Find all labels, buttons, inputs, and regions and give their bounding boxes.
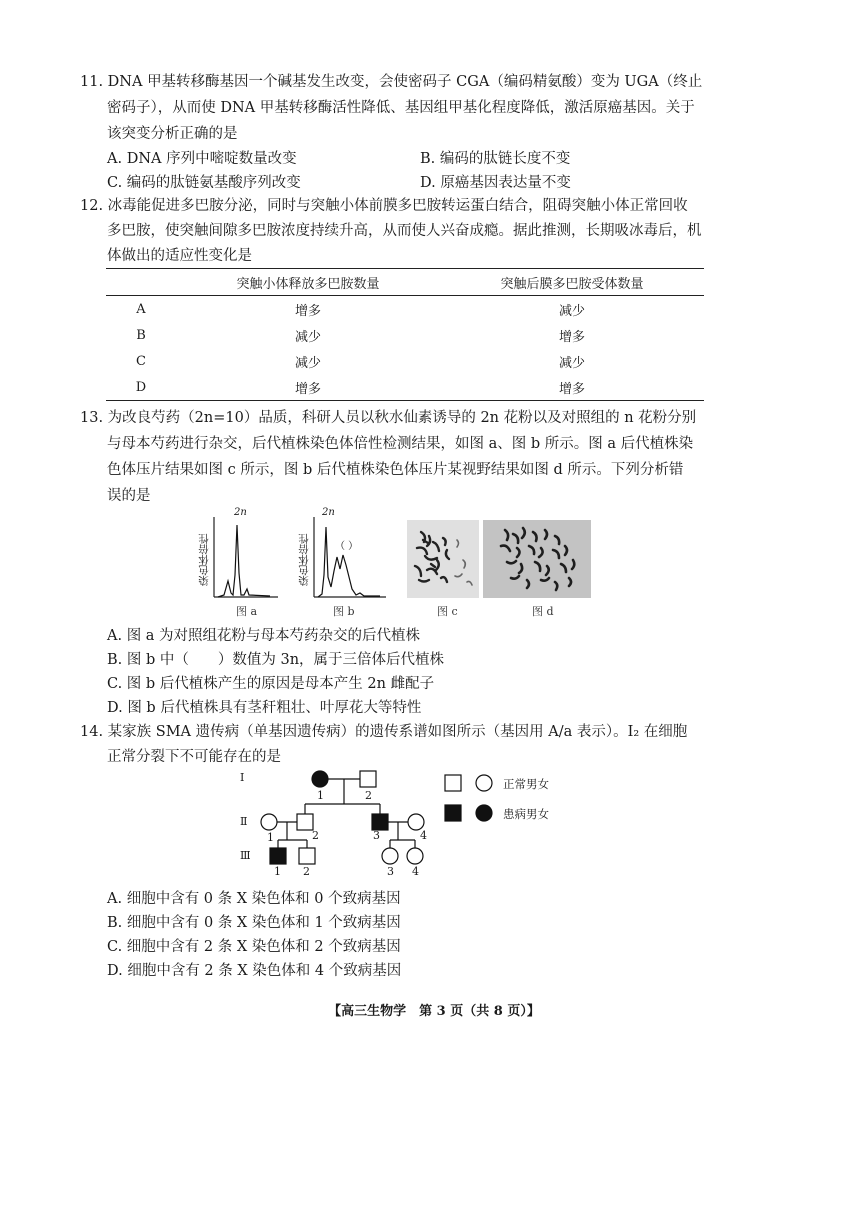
- q13-line-2: 与母本芍药进行杂交，后代植株染色体倍性检测结果，如图 a、图 b 所示。图 a 后代植株染: [107, 436, 694, 452]
- normal-female-symbol: [408, 814, 424, 830]
- normal-female-symbol: [382, 848, 398, 864]
- q11-option-c: C. 编码的肽链氨基酸序列改变: [107, 175, 301, 191]
- table-cell: 增多: [558, 381, 585, 397]
- normal-female-symbol: [261, 814, 277, 830]
- figure-d-caption: 图 d: [532, 605, 554, 618]
- q11-line-2: 密码子），从而使 DNA 甲基转移酶活性降低、基因组甲基化程度降低，激活原癌基因。关于: [107, 100, 695, 116]
- q13-option-c: C. 图 b 后代植株产生的原因是母本产生 2n 雌配子: [107, 676, 435, 692]
- q14-line-2: 正常分裂下不可能存在的是: [107, 749, 281, 765]
- affected-female-symbol: [476, 805, 492, 821]
- figure-a-caption: 图 a: [236, 605, 258, 618]
- legend-label-normal: 正常男女: [503, 777, 549, 791]
- individual-number: 2: [303, 865, 310, 878]
- generation-label: Ⅲ: [240, 849, 251, 862]
- q12-line-2: 多巴胺，使突触间隙多巴胺浓度持续升高，从而使人兴奋成瘾。据此推测，长期吸冰毒后，机: [107, 223, 702, 239]
- table-cell: A: [136, 301, 146, 317]
- table-cell: 增多: [558, 329, 585, 345]
- individual-number: 4: [420, 829, 427, 842]
- figure-a-peak-label: 2n: [234, 507, 247, 518]
- q12-line-1: 12. 冰毒能促进多巴胺分泌，同时与突触小体前膜多巴胺转运蛋白结合，阻碍突触小体正常回收: [80, 198, 688, 214]
- table-cell: 减少: [294, 355, 321, 371]
- normal-male-symbol: [445, 775, 461, 791]
- affected-male-symbol: [270, 848, 286, 864]
- q13-option-a: A. 图 a 为对照组花粉与母本芍药杂交的后代植株: [107, 628, 421, 644]
- q14-option-c: C. 细胞中含有 2 条 X 染色体和 2 个致病基因: [107, 939, 401, 955]
- q14-option-d: D. 细胞中含有 2 条 X 染色体和 4 个致病基因: [107, 963, 402, 979]
- figure-b-histogram: [310, 515, 390, 601]
- table-cell: B: [136, 327, 146, 343]
- q13-line-4: 误的是: [107, 488, 151, 504]
- table-cell: C: [136, 353, 146, 369]
- normal-male-symbol: [360, 771, 376, 787]
- figure-b-ylabel: 染色体倍性: [298, 533, 310, 586]
- figure-b-caption: 图 b: [333, 605, 355, 618]
- table-cell: 增多: [294, 381, 321, 397]
- normal-male-symbol: [299, 848, 315, 864]
- normal-female-symbol: [407, 848, 423, 864]
- legend-symbols: [442, 772, 498, 832]
- individual-number: 3: [373, 829, 380, 842]
- q11-option-b: B. 编码的肽链长度不变: [420, 151, 571, 167]
- table-header-cell: [106, 269, 176, 296]
- table-row: [106, 374, 704, 401]
- affected-male-symbol: [372, 814, 388, 830]
- q13-line-1: 13. 为改良芍药（2n=10）品质，科研人员以秋水仙素诱导的 2n 花粉以及对照组的 n 花粉分别: [80, 410, 697, 426]
- generation-label: Ⅱ: [240, 815, 248, 828]
- pedigree-diagram: [250, 766, 440, 872]
- q11-line-1: 11. DNA 甲基转移酶基因一个碱基发生改变，会使密码子 CGA（编码精氨酸）变为 UGA（终止: [80, 74, 703, 90]
- individual-number: 4: [412, 865, 419, 878]
- table-header-cell: 突触小体释放多巴胺数量: [236, 276, 380, 292]
- figure-b-peak-label: 2n: [322, 507, 335, 518]
- figure-a-histogram: [210, 515, 280, 601]
- q12-table: [106, 268, 704, 401]
- q12-line-3: 体做出的适应性变化是: [107, 248, 252, 264]
- q13-option-b: B. 图 b 中（ ）数值为 3n，属于三倍体后代植株: [107, 652, 445, 668]
- legend-label-affected: 患病男女: [503, 807, 549, 821]
- individual-number: 3: [387, 865, 394, 878]
- figure-c-micrograph: [407, 520, 479, 598]
- figure-a-ylabel: 染色体倍性: [198, 533, 210, 586]
- figure-d-micrograph: [483, 520, 591, 598]
- normal-male-symbol: [297, 814, 313, 830]
- figure-c-caption: 图 c: [437, 605, 458, 618]
- affected-male-symbol: [445, 805, 461, 821]
- q11-line-3: 该突变分析正确的是: [107, 126, 238, 142]
- table-cell: 减少: [558, 303, 585, 319]
- affected-female-symbol: [312, 771, 328, 787]
- q11-option-a: A. DNA 序列中嘧啶数量改变: [107, 151, 297, 167]
- q11-option-d: D. 原癌基因表达量不变: [420, 175, 571, 191]
- page-footer: 【高三生物学 第 3 页（共 8 页）】: [328, 1004, 540, 1019]
- table-header-cell: 突触后膜多巴胺受体数量: [500, 276, 644, 292]
- table-cell: 减少: [558, 355, 585, 371]
- table-row: [106, 296, 704, 323]
- q14-line-1: 14. 某家族 SMA 遗传病（单基因遗传病）的遗传系谱如图所示（基因用 A/a 表示）。Ⅰ₂ 在细胞: [80, 724, 688, 740]
- individual-number: 1: [317, 789, 324, 802]
- q13-option-d: D. 图 b 后代植株具有茎秆粗壮、叶厚花大等特性: [107, 700, 422, 716]
- table-cell: 增多: [294, 303, 321, 319]
- table-header-row: [106, 269, 704, 296]
- table-cell: D: [135, 379, 147, 395]
- table-cell: 减少: [294, 329, 321, 345]
- generation-label: Ⅰ: [240, 771, 245, 784]
- normal-female-symbol: [476, 775, 492, 791]
- table-row: [106, 322, 704, 348]
- individual-number: 2: [312, 829, 319, 842]
- q14-option-b: B. 细胞中含有 0 条 X 染色体和 1 个致病基因: [107, 915, 401, 931]
- figure-b-paren: （ ）: [335, 541, 359, 552]
- individual-number: 1: [267, 831, 274, 844]
- table-row: [106, 348, 704, 374]
- q13-line-3: 色体压片结果如图 c 所示，图 b 后代植株染色体压片某视野结果如图 d 所示。下列分析错: [107, 462, 684, 478]
- q14-option-a: A. 细胞中含有 0 条 X 染色体和 0 个致病基因: [107, 891, 401, 907]
- individual-number: 2: [365, 789, 372, 802]
- individual-number: 1: [274, 865, 281, 878]
